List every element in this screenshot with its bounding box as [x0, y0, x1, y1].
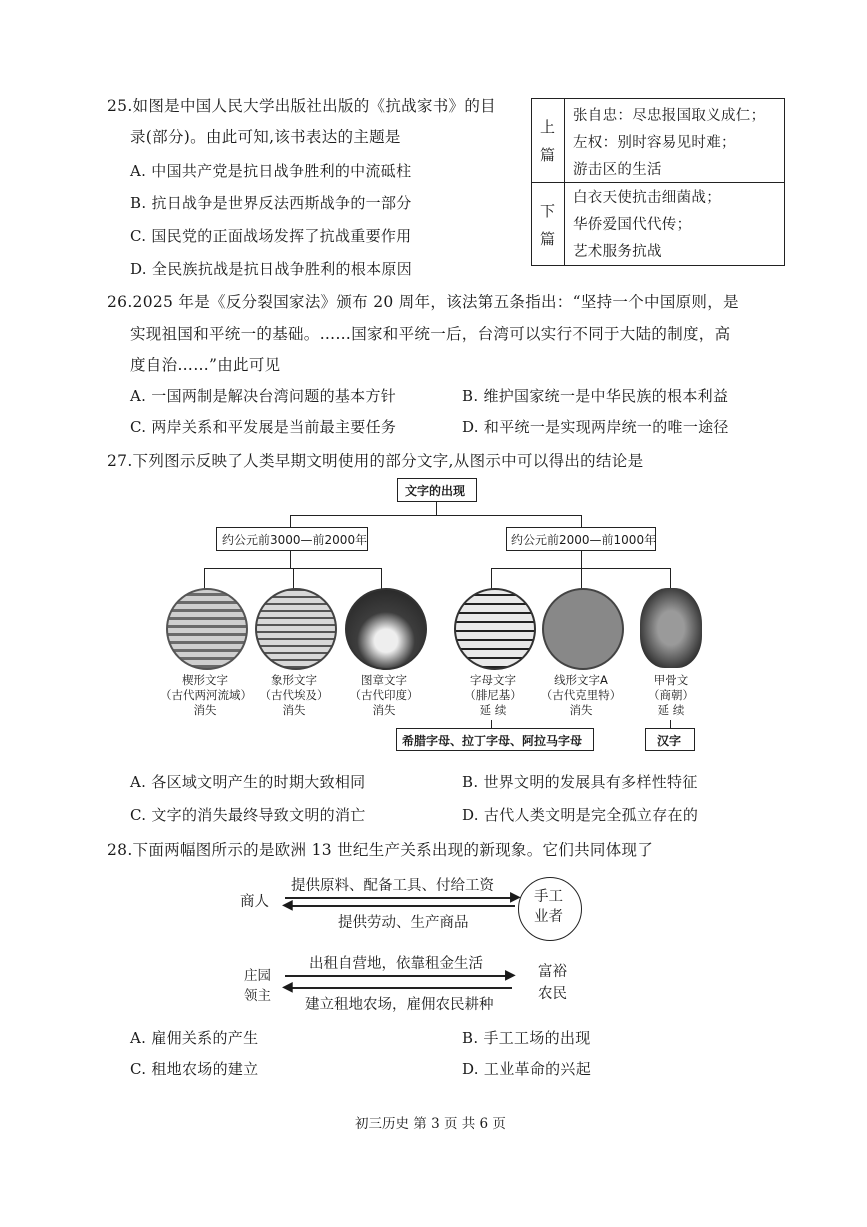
lease-arrow-label: 出租自营地，依靠租金生活	[309, 956, 483, 972]
q25-option-a[interactable]: A. 中国共产党是抗日战争胜利的中流砥柱	[130, 162, 412, 180]
q25-option-b[interactable]: B. 抗日战争是世界反法西斯战争的一部分	[130, 194, 412, 212]
script-name-indus: 图章文字	[361, 673, 407, 687]
script-name-phoenician: 字母文字	[470, 673, 516, 687]
table-upper-label-2: 篇	[540, 146, 556, 164]
script-fate-indus: 消失	[372, 703, 396, 717]
table-upper-item-2: 左权：别时容易见时难；	[573, 135, 736, 151]
q26-option-a[interactable]: A. 一国两制是解决台湾问题的基本方针	[130, 387, 397, 405]
script-fate-linear-a: 消失	[569, 703, 593, 717]
q28-stem: 28.下面两幅图所示的是欧洲 13 世纪生产关系出现的新现象。它们共同体现了	[107, 841, 654, 859]
table-upper-item-1: 张自忠：尽忠报国取义成仁；	[573, 108, 766, 124]
q26-stem-line2: 实现祖国和平统一的基础。……国家和平统一后，台湾可以实行不同于大陆的制度，高	[130, 325, 731, 343]
table-lower-label-1: 下	[540, 202, 556, 220]
script-name-cuneiform: 楔形文字	[182, 673, 228, 687]
script-place-phoenician: （腓尼基）	[464, 688, 522, 702]
script-fate-hieroglyph: 消失	[282, 703, 306, 717]
q27-option-b[interactable]: B. 世界文明的发展具有多样性特征	[462, 773, 698, 791]
peasant-label-1: 富裕	[538, 964, 567, 980]
q26-stem-line3: 度自治……”由此可见	[130, 356, 281, 374]
phoenician-tablet-image	[454, 588, 536, 670]
q27-stem: 27.下列图示反映了人类早期文明使用的部分文字,从图示中可以得出的结论是	[107, 452, 644, 470]
lord-label-1: 庄园	[244, 968, 271, 984]
bottom-arrow-label: 提供劳动、生产商品	[338, 915, 469, 931]
q28-option-b[interactable]: B. 手工工场的出现	[462, 1029, 591, 1047]
script-place-indus: （古代印度）	[349, 688, 419, 702]
q25-option-c[interactable]: C. 国民党的正面战场发挥了抗战重要作用	[130, 227, 412, 245]
descendant-alphabets-label: 希腊字母、拉丁字母、阿拉马字母	[402, 734, 583, 748]
q28-option-c[interactable]: C. 租地农场的建立	[130, 1060, 259, 1078]
q27-option-c[interactable]: C. 文字的消失最终导致文明的消亡	[130, 806, 366, 824]
merchant-label: 商人	[240, 894, 269, 910]
period-right-label: 约公元前2000—前1000年	[511, 533, 657, 547]
table-upper-label-1: 上	[540, 118, 556, 136]
peasant-label-2: 农民	[538, 986, 567, 1002]
script-place-linear-a: （古代克里特）	[540, 688, 622, 702]
top-arrow-label: 提供原料、配备工具、付给工资	[291, 878, 494, 894]
q27-option-a[interactable]: A. 各区域文明产生的时期大致相同	[130, 773, 366, 791]
q28-option-d[interactable]: D. 工业革命的兴起	[462, 1060, 592, 1078]
linear-a-tablet-image	[542, 588, 624, 670]
craftsman-label-2: 业者	[534, 909, 563, 925]
table-upper-item-3: 游击区的生活	[573, 162, 662, 178]
q26-option-b[interactable]: B. 维护国家统一是中华民族的根本利益	[462, 387, 729, 405]
lease-arrow-icon: ▶	[505, 967, 516, 983]
q26-option-c[interactable]: C. 两岸关系和平发展是当前最主要任务	[130, 418, 397, 436]
q25-stem-line1: 25.如图是中国人民大学出版社出版的《抗战家书》的目	[107, 97, 496, 115]
craftsman-label-1: 手工	[534, 889, 563, 905]
table-lower-item-3: 艺术服务抗战	[573, 244, 662, 260]
arrow-right-icon: ▶	[510, 889, 521, 905]
arrow-left-icon: ◀	[282, 897, 293, 913]
page-footer: 初三历史 第 3 页 共 6 页	[355, 1116, 506, 1132]
table-lower-label-2: 篇	[540, 230, 556, 248]
farm-arrow-label: 建立租地农场，雇佣农民耕种	[305, 997, 494, 1013]
script-fate-phoenician: 延 续	[479, 703, 507, 717]
descendant-hanzi-label: 汉字	[657, 734, 682, 748]
script-place-oracle-bone: （商朝）	[648, 688, 694, 702]
period-left-label: 约公元前3000—前2000年	[222, 533, 368, 547]
table-lower-item-1: 白衣天使抗击细菌战；	[573, 190, 721, 206]
script-place-cuneiform: （古代两河流域）	[160, 688, 252, 702]
lord-label-2: 领主	[244, 988, 271, 1004]
q25-stem-line2: 录(部分)。由此可知,该书表达的主题是	[130, 128, 401, 146]
oracle-bone-image	[640, 588, 702, 668]
script-name-hieroglyph: 象形文字	[271, 673, 317, 687]
cuneiform-tablet-image	[166, 588, 248, 670]
q28-option-a[interactable]: A. 雇佣关系的产生	[130, 1029, 259, 1047]
hieroglyph-tablet-image	[255, 588, 337, 670]
q25-option-d[interactable]: D. 全民族抗战是抗日战争胜利的根本原因	[130, 260, 413, 278]
diagram-root-label: 文字的出现	[405, 484, 466, 498]
script-fate-cuneiform: 消失	[193, 703, 217, 717]
farm-arrow-icon: ◀	[282, 979, 293, 995]
script-place-hieroglyph: （古代埃及）	[259, 688, 329, 702]
q27-option-d[interactable]: D. 古代人类文明是完全孤立存在的	[462, 806, 699, 824]
q26-stem-line1: 26.2025 年是《反分裂国家法》颁布 20 周年，该法第五条指出：“坚持一个中国原则，是	[107, 293, 739, 311]
table-lower-item-2: 华侨爱国代代传；	[573, 217, 692, 233]
q26-option-d[interactable]: D. 和平统一是实现两岸统一的唯一途径	[462, 418, 729, 436]
script-fate-oracle-bone: 延 续	[657, 703, 685, 717]
script-name-oracle-bone: 甲骨文	[653, 673, 689, 687]
indus-seal-image	[345, 588, 427, 670]
script-name-linear-a: 线形文字A	[554, 673, 608, 687]
